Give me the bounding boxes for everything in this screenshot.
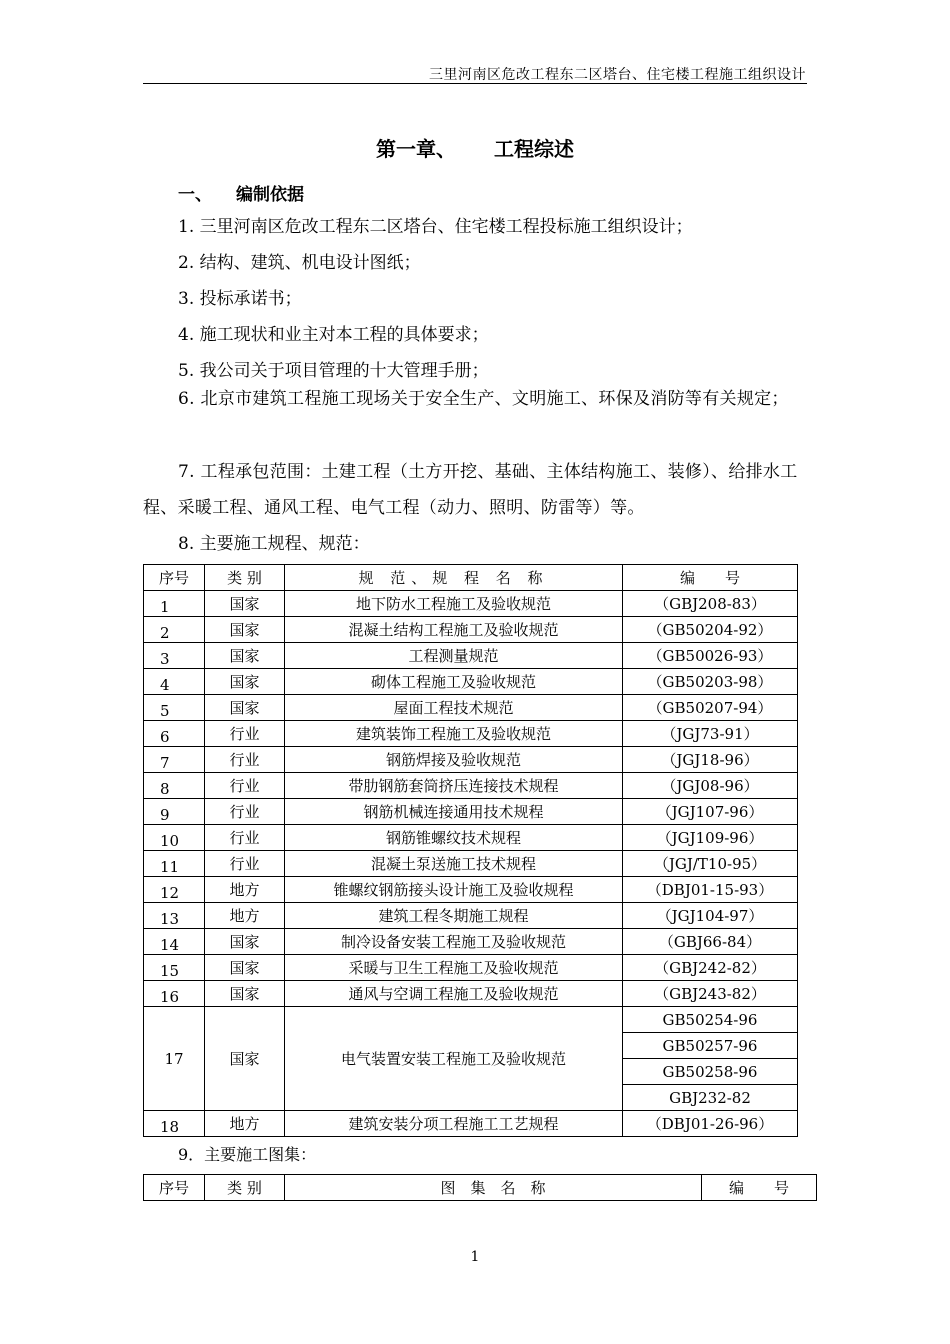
header-cell: 类 别 [205, 1175, 285, 1201]
cell-name: 工程测量规范 [285, 643, 623, 669]
cell-no: 5 [144, 695, 205, 721]
item-8: 8. 主要施工规程、规范： [178, 534, 370, 554]
section-number: 一、 [178, 185, 212, 205]
section-heading [178, 180, 304, 205]
cell-name: 电气装置安装工程施工及验收规范 [285, 1007, 623, 1111]
table-row [144, 929, 798, 955]
cell-no: 9 [144, 799, 205, 825]
cell-no: 11 [144, 851, 205, 877]
header-cell: 编 号 [702, 1175, 817, 1201]
cell-name: 建筑装饰工程施工及验收规范 [285, 721, 623, 747]
header-cell: 序号 [144, 565, 205, 591]
table-row [144, 903, 798, 929]
cell-code: （GB50204-92） [623, 617, 798, 643]
table-row [144, 669, 798, 695]
cell-name: 采暖与卫生工程施工及验收规范 [285, 955, 623, 981]
cell-name: 混凝土泵送施工技术规程 [285, 851, 623, 877]
page-number: 1 [470, 1249, 480, 1265]
cell-category: 国家 [205, 643, 285, 669]
cell-code: GB50258-96 [623, 1059, 798, 1085]
cell-no: 2 [144, 617, 205, 643]
cell-name: 建筑工程冬期施工规程 [285, 903, 623, 929]
section-title: 编制依据 [236, 185, 304, 205]
cell-code: （JGJ104-97） [623, 903, 798, 929]
chapter-name: 工程综述 [494, 137, 574, 161]
table-row [144, 643, 798, 669]
chapter-title [0, 133, 950, 162]
header-cell: 规 范、规 程 名 称 [285, 565, 623, 591]
table-row [144, 721, 798, 747]
table-row [144, 877, 798, 903]
cell-category: 国家 [205, 669, 285, 695]
cell-no: 15 [144, 955, 205, 981]
item-3: 3. 投标承诺书； [178, 289, 302, 309]
cell-no: 13 [144, 903, 205, 929]
cell-category: 行业 [205, 851, 285, 877]
cell-name: 钢筋机械连接通用技术规程 [285, 799, 623, 825]
item-1: 1. 三里河南区危改工程东二区塔台、住宅楼工程投标施工组织设计； [178, 217, 693, 237]
header-cell: 图 集 名 称 [285, 1175, 702, 1201]
cell-name: 制冷设备安装工程施工及验收规范 [285, 929, 623, 955]
cell-category: 行业 [205, 799, 285, 825]
table-row [144, 981, 798, 1007]
cell-no: 10 [144, 825, 205, 851]
table-header-row [144, 1175, 817, 1201]
cell-no: 3 [144, 643, 205, 669]
cell-code: （JGJ109-96） [623, 825, 798, 851]
cell-code: GB50254-96 [623, 1007, 798, 1033]
header-cell: 序号 [144, 1175, 205, 1201]
table-row [144, 799, 798, 825]
cell-name: 钢筋锥螺纹技术规程 [285, 825, 623, 851]
item-4: 4. 施工现状和业主对本工程的具体要求； [178, 325, 489, 345]
cell-category: 地方 [205, 877, 285, 903]
item-5: 5. 我公司关于项目管理的十大管理手册； [178, 361, 489, 381]
atlas-table [143, 1174, 817, 1201]
running-header: 三里河南区危改工程东二区塔台、住宅楼工程施工组织设计 [429, 67, 806, 83]
cell-name: 锥螺纹钢筋接头设计施工及验收规程 [285, 877, 623, 903]
table-row [144, 955, 798, 981]
cell-no: 17 [144, 1007, 205, 1111]
cell-name: 砌体工程施工及验收规范 [285, 669, 623, 695]
cell-no: 16 [144, 981, 205, 1007]
table-row [144, 851, 798, 877]
table-row [144, 773, 798, 799]
header-rule [143, 83, 807, 84]
cell-name: 带肋钢筋套筒挤压连接技术规程 [285, 773, 623, 799]
cell-name: 地下防水工程施工及验收规范 [285, 591, 623, 617]
cell-category: 行业 [205, 825, 285, 851]
cell-no: 14 [144, 929, 205, 955]
cell-category: 行业 [205, 747, 285, 773]
cell-no: 1 [144, 591, 205, 617]
table-row [144, 1007, 798, 1033]
table-row [144, 825, 798, 851]
cell-code: （GBJ243-82） [623, 981, 798, 1007]
cell-category: 国家 [205, 1007, 285, 1111]
cell-code: （GBJ242-82） [623, 955, 798, 981]
cell-no: 12 [144, 877, 205, 903]
cell-name: 混凝土结构工程施工及验收规范 [285, 617, 623, 643]
table-row [144, 591, 798, 617]
cell-no: 6 [144, 721, 205, 747]
standards-table [143, 564, 798, 1137]
cell-category: 行业 [205, 721, 285, 747]
cell-code: （GBJ66-84） [623, 929, 798, 955]
cell-code: （GB50026-93） [623, 643, 798, 669]
chapter-number: 第一章、 [376, 137, 456, 161]
cell-category: 国家 [205, 955, 285, 981]
cell-name: 通风与空调工程施工及验收规范 [285, 981, 623, 1007]
cell-category: 国家 [205, 695, 285, 721]
cell-category: 国家 [205, 929, 285, 955]
cell-code: （JGJ18-96） [623, 747, 798, 773]
cell-category: 行业 [205, 773, 285, 799]
table-row [144, 1111, 798, 1137]
cell-code: （JGJ107-96） [623, 799, 798, 825]
header-cell: 类 别 [205, 565, 285, 591]
cell-category: 地方 [205, 1111, 285, 1137]
table-header-row [144, 565, 798, 591]
cell-no: 7 [144, 747, 205, 773]
cell-no: 8 [144, 773, 205, 799]
table-row [144, 747, 798, 773]
table-row [144, 695, 798, 721]
cell-code: GBJ232-82 [623, 1085, 798, 1111]
cell-code: （GBJ208-83） [623, 591, 798, 617]
item-7: 7. 工程承包范围：土建工程（土方开挖、基础、主体结构施工、装修）、给排水工程、采暖工程、通风工程、电气工程（动力、照明、防雷等）等。 [143, 462, 798, 518]
cell-code: （GB50207-94） [623, 695, 798, 721]
cell-category: 国家 [205, 617, 285, 643]
cell-code: （JGJ08-96） [623, 773, 798, 799]
item-9: 9．主要施工图集： [178, 1145, 317, 1164]
cell-name: 建筑安装分项工程施工工艺规程 [285, 1111, 623, 1137]
cell-category: 地方 [205, 903, 285, 929]
cell-category: 国家 [205, 981, 285, 1007]
cell-code: （DBJ01-15-93） [623, 877, 798, 903]
cell-name: 屋面工程技术规范 [285, 695, 623, 721]
table-row [144, 617, 798, 643]
item-2: 2. 结构、建筑、机电设计图纸； [178, 253, 421, 273]
header-cell: 编 号 [623, 565, 798, 591]
cell-code: （JGJ73-91） [623, 721, 798, 747]
cell-code: （GB50203-98） [623, 669, 798, 695]
cell-code: （JGJ/T10-95） [623, 851, 798, 877]
cell-code: GB50257-96 [623, 1033, 798, 1059]
cell-code: （DBJ01-26-96） [623, 1111, 798, 1137]
cell-no: 18 [144, 1111, 205, 1137]
cell-name: 钢筋焊接及验收规范 [285, 747, 623, 773]
cell-no: 4 [144, 669, 205, 695]
item-6: 6. 北京市建筑工程施工现场关于安全生产、文明施工、环保及消防等有关规定； [178, 389, 789, 409]
cell-category: 国家 [205, 591, 285, 617]
